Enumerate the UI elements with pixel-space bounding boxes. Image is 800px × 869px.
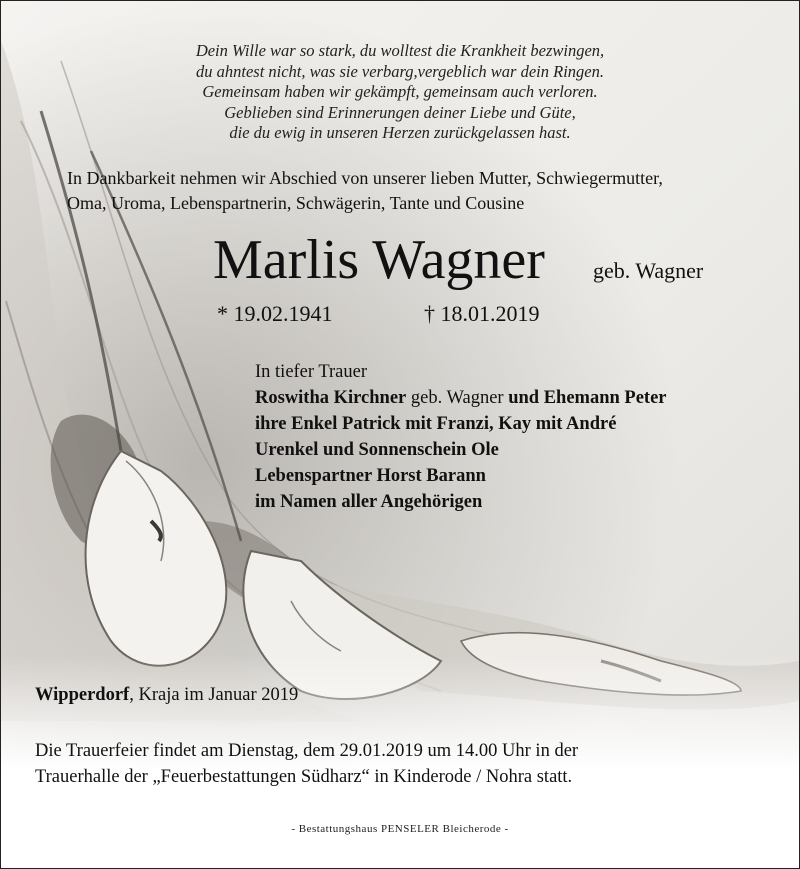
service-line: Trauerhalle der „Feuerbestattungen Südharz“ in Kinderode / Nohra statt. — [35, 767, 573, 787]
mourners-block — [255, 359, 667, 515]
poem-line: die du ewig in unseren Herzen zurückgelassen hast. — [229, 123, 571, 142]
mourners-line: Lebenspartner Horst Barann — [255, 466, 486, 486]
intro-text — [67, 166, 663, 216]
place-date — [35, 685, 298, 706]
funeral-home-footer: - Bestattungshaus PENSELER Bleicherode - — [291, 823, 509, 835]
death-date: † 18.01.2019 — [424, 301, 540, 326]
intro-line: Oma, Uroma, Lebenspartnerin, Schwägerin, Tante und Cousine — [67, 193, 525, 213]
intro-line: In Dankbarkeit nehmen wir Abschied von unserer lieben Mutter, Schwiegermutter, — [67, 168, 663, 188]
mourner-spouse: und Ehemann Peter — [508, 388, 667, 408]
poem-line: Geblieben sind Erinnerungen deiner Liebe und Güte, — [224, 102, 576, 122]
deceased-name: Marlis Wagner — [213, 229, 545, 291]
place-town: Wipperdorf — [35, 685, 130, 705]
poem-line: Gemeinsam haben wir gekämpft, gemeinsam auch verloren. — [202, 82, 598, 101]
mourner-name: Roswitha Kirchner — [255, 388, 407, 408]
place-rest: , Kraja im Januar 2019 — [129, 685, 299, 705]
poem-line: Dein Wille war so stark, du wolltest die Krankheit bezwingen, — [195, 41, 605, 60]
mourners-line: Urenkel und Sonnenschein Ole — [255, 440, 499, 460]
birth-name: geb. Wagner — [593, 258, 704, 283]
mourners-line: ihre Enkel Patrick mit Franzi, Kay mit André — [255, 414, 617, 434]
mourners-line: im Namen aller Angehörigen — [255, 492, 483, 512]
birth-date: * 19.02.1941 — [217, 301, 333, 326]
poem-line: du ahntest nicht, was sie verbarg,vergeblich war dein Ringen. — [195, 61, 604, 81]
mourner-birth-name: geb. Wagner — [406, 388, 509, 408]
poem — [1, 41, 799, 144]
mourners-heading: In tiefer Trauer — [255, 362, 367, 382]
service-line: Die Trauerfeier findet am Dienstag, dem 29.01.2019 um 14.00 Uhr in der — [35, 741, 579, 761]
funeral-service-info — [35, 738, 578, 790]
mourners-line — [255, 385, 667, 411]
